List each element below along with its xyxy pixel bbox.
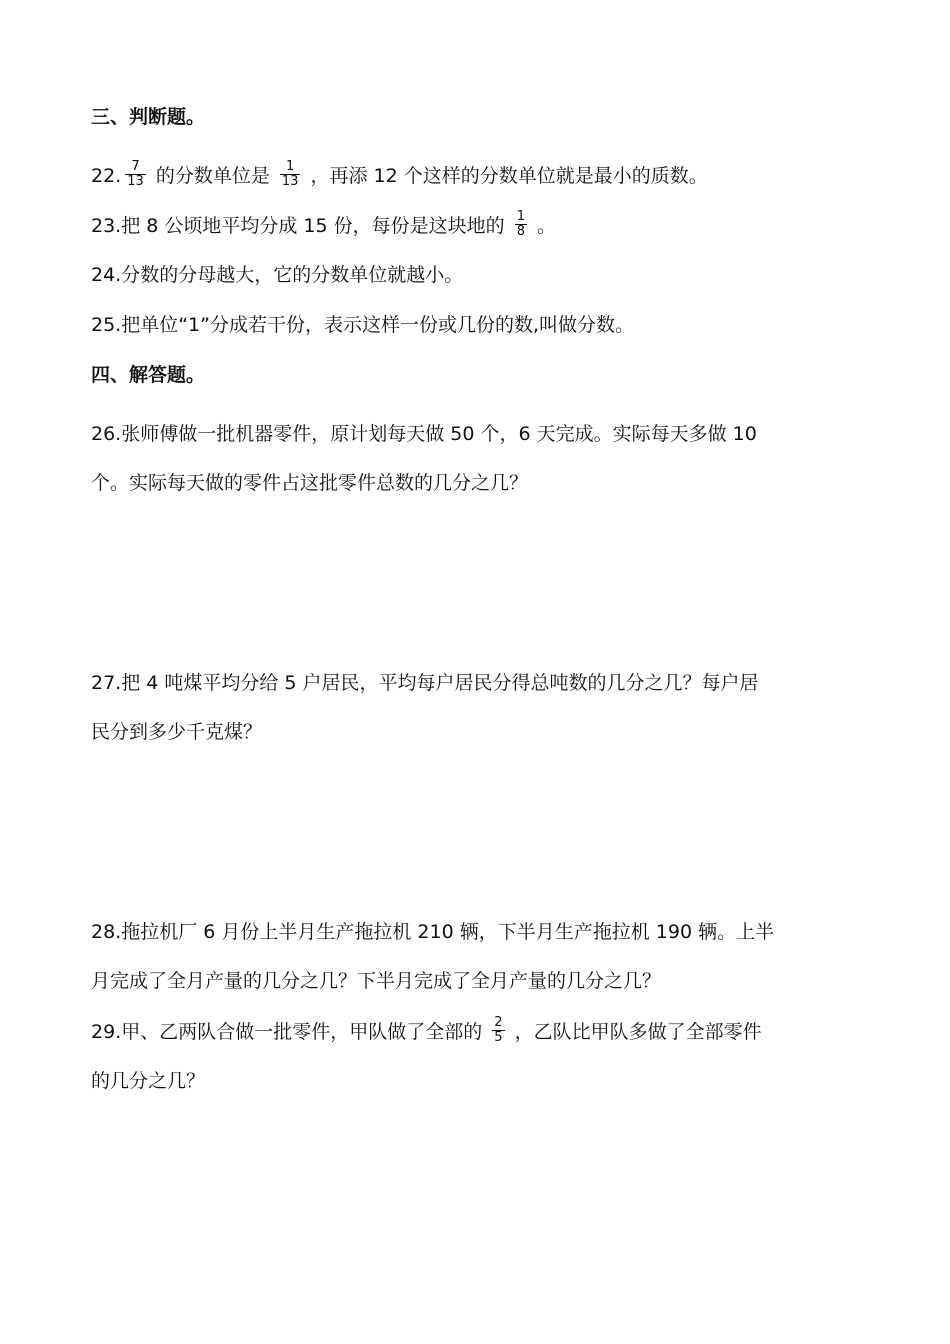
question-23	[91, 209, 862, 241]
question-28-line-1	[91, 919, 862, 945]
question-28-text-2: 月完成了全月产量的几分之几？下半月完成了全月产量的几分之几？	[91, 970, 662, 992]
question-26-text-2: 个。实际每天做的零件占这批零件总数的几分之几？	[91, 472, 529, 494]
question-24-text: 24.分数的分母越大，它的分数单位就越小。	[91, 264, 464, 286]
question-29-text-2: ，乙队比甲队多做了全部零件	[514, 1021, 762, 1043]
fraction-denominator: 13	[127, 174, 144, 189]
question-28-line-2	[91, 968, 862, 994]
question-29-text-3: 的几分之几？	[91, 1070, 206, 1092]
question-27-line-1	[91, 670, 862, 696]
section-four-heading	[91, 362, 862, 388]
fraction-numerator: 7	[125, 160, 146, 175]
section-three-title: 三、判断题。	[91, 106, 206, 128]
question-29-line-1	[91, 1015, 862, 1047]
question-27-text-2: 民分到多少千克煤？	[91, 721, 263, 743]
fraction-1-13	[280, 160, 301, 189]
section-four-title: 四、解答题。	[91, 364, 206, 386]
question-24	[91, 262, 862, 288]
question-29-line-2	[91, 1068, 862, 1094]
fraction-numerator: 2	[494, 1015, 503, 1030]
question-25	[91, 312, 862, 338]
fraction-denominator: 5	[494, 1030, 503, 1045]
question-22	[91, 159, 862, 191]
question-28-text-1: 28.拖拉机厂 6 月份上半月生产拖拉机 210 辆，下半月生产拖拉机 190 辆。上半	[91, 921, 775, 943]
fraction-7-13	[125, 160, 146, 189]
question-26-line-1	[91, 421, 862, 447]
question-25-text: 25.把单位“1”分成若干份，表示这样一份或几份的数,叫做分数。	[91, 314, 635, 336]
question-26-text-1: 26.张师傅做一批机器零件，原计划每天做 50 个，6 天完成。实际每天多做 10	[91, 423, 757, 445]
question-26-line-2	[91, 470, 862, 496]
question-27-line-2	[91, 719, 862, 745]
question-22-number: 22.	[91, 165, 122, 187]
section-three-heading	[91, 104, 862, 130]
fraction-denominator: 13	[281, 174, 299, 189]
question-27-text-1: 27.把 4 吨煤平均分给 5 户居民，平均每户居民分得总吨数的几分之几？每户居	[91, 672, 759, 694]
fraction-numerator: 1	[516, 209, 525, 224]
fraction-2-5	[492, 1016, 504, 1045]
question-22-text-2: ，再添 12 个这样的分数单位就是最小的质数。	[310, 165, 708, 187]
fraction-denominator: 8	[516, 224, 525, 239]
fraction-numerator: 1	[280, 160, 301, 175]
question-23-text-2: 。	[537, 215, 557, 237]
question-22-text-1: 的分数单位是	[155, 165, 270, 187]
question-29-text-1: 29.甲、乙两队合做一批零件，甲队做了全部的	[91, 1021, 483, 1043]
fraction-1-8	[515, 210, 527, 239]
question-23-text-1: 23.把 8 公顷地平均分成 15 份，每份是这块地的	[91, 215, 505, 237]
